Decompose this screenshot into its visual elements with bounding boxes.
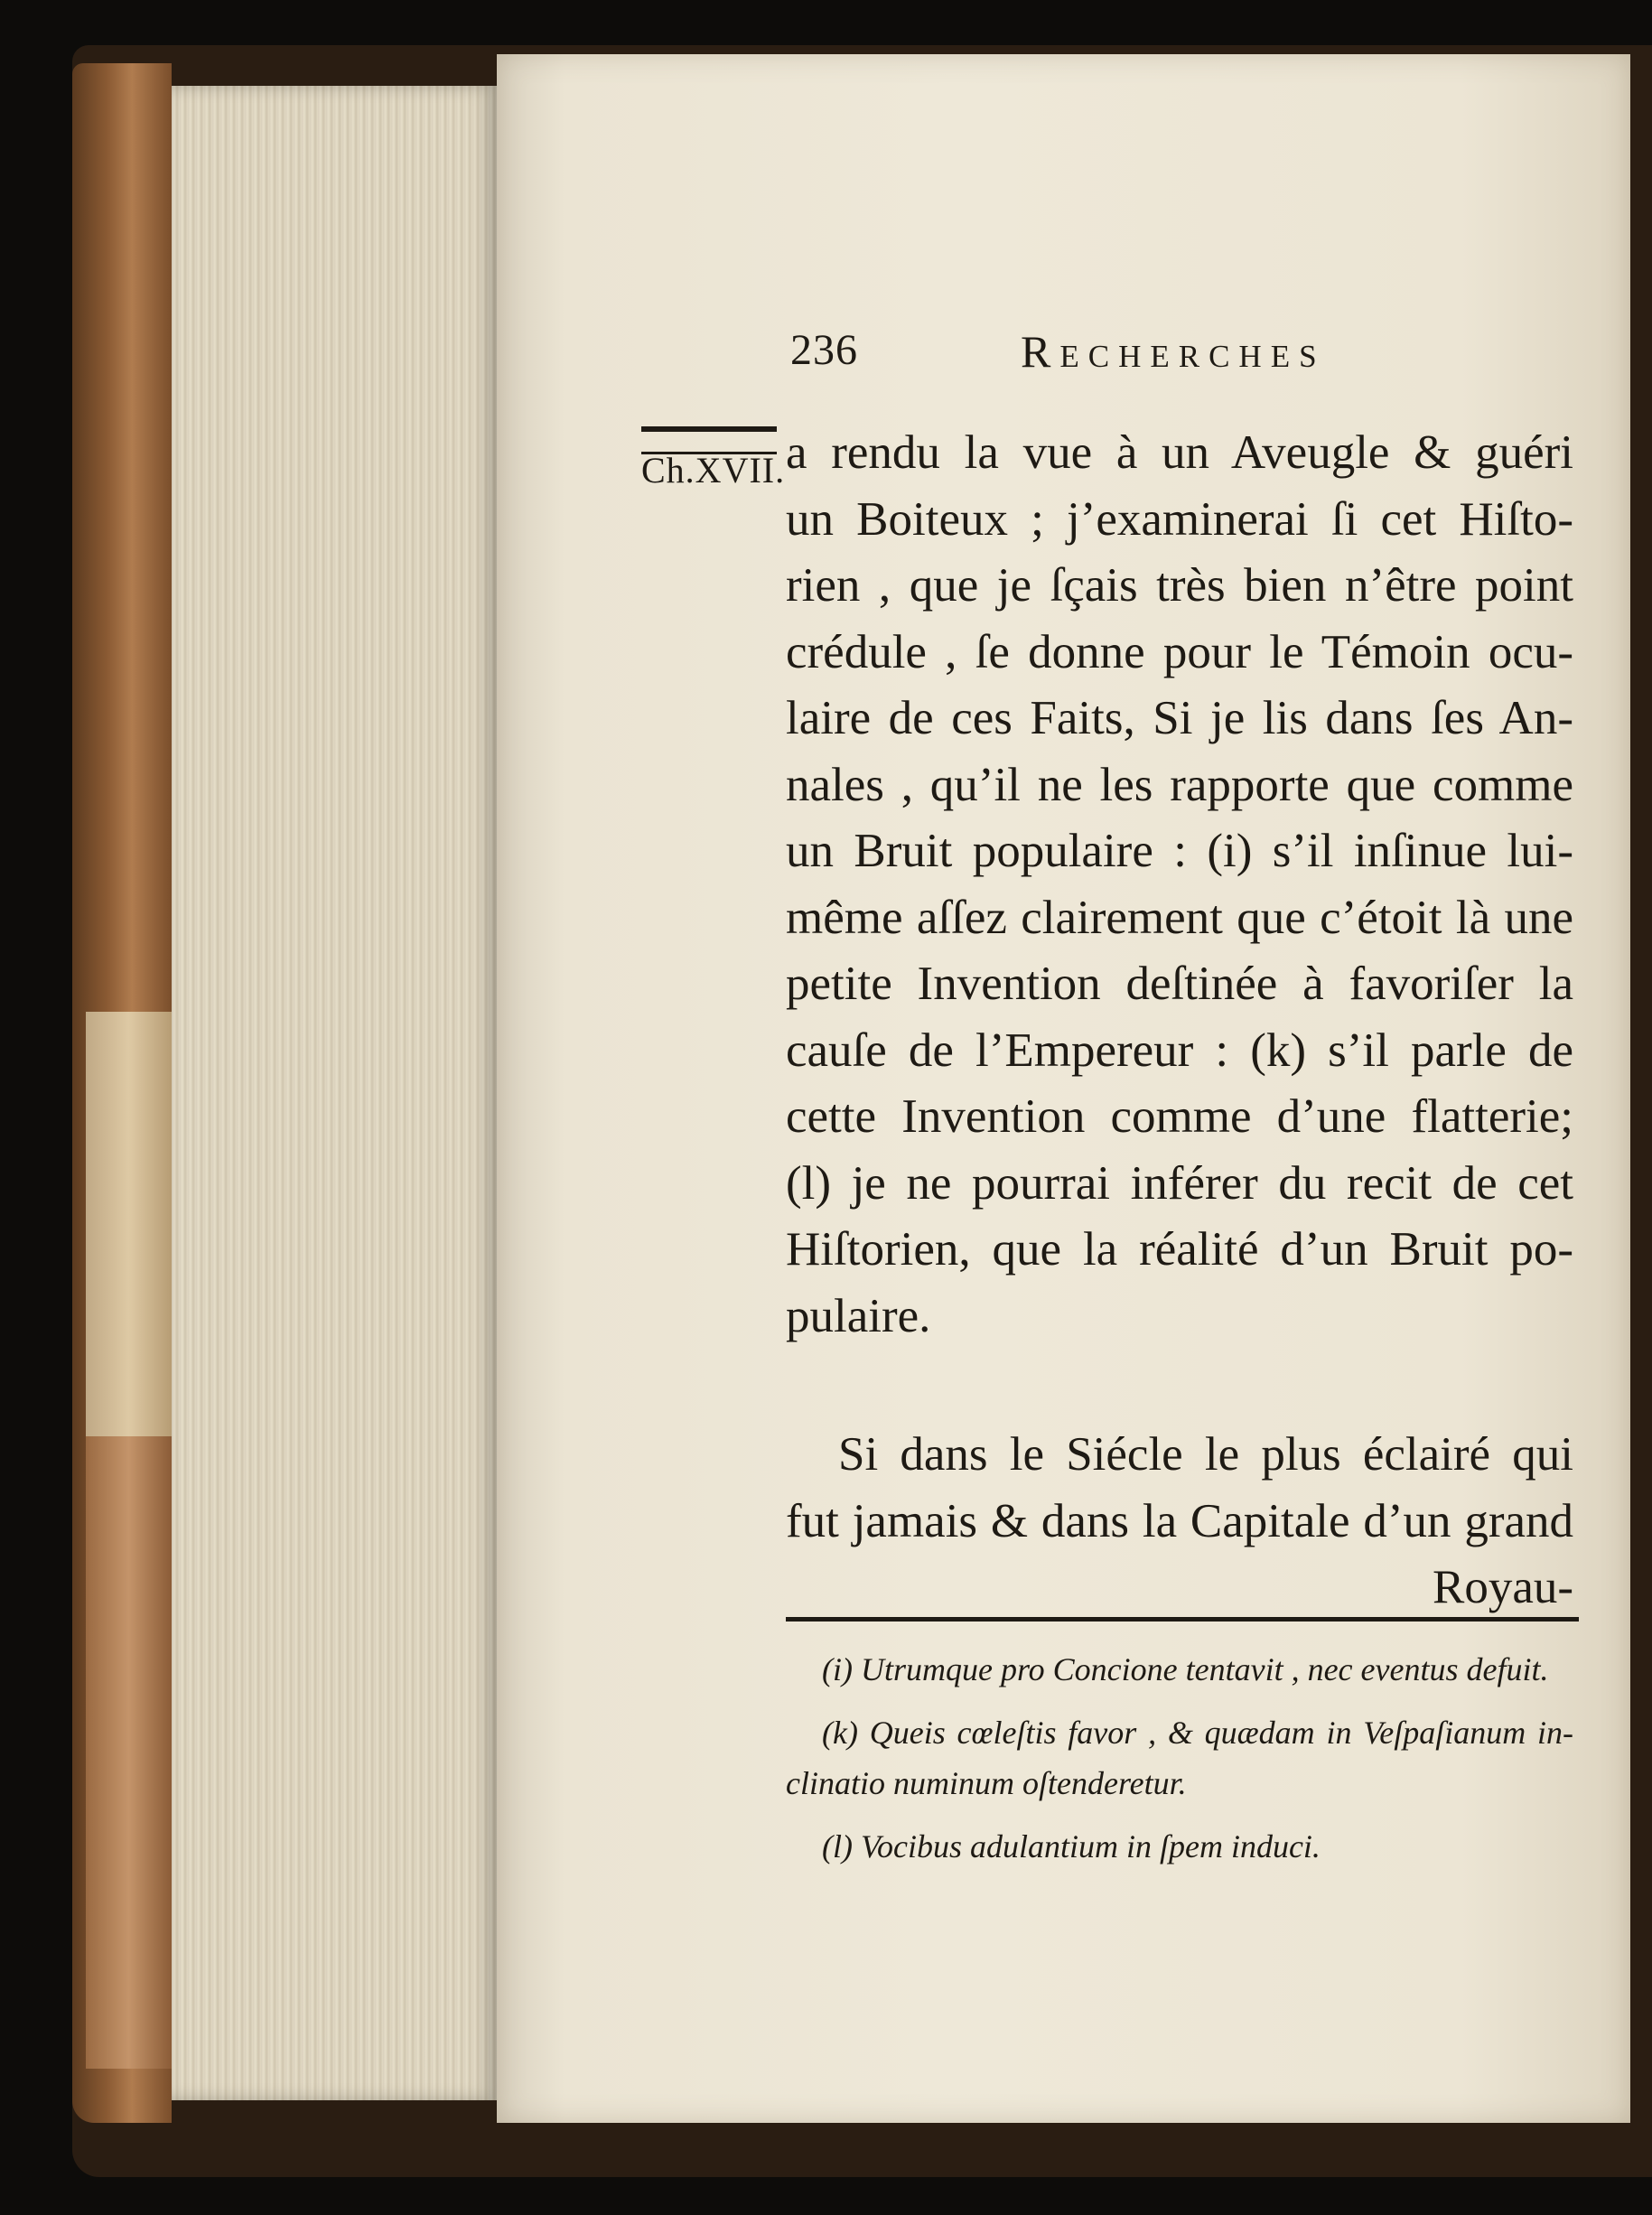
text-line: fut jamais & dans la Capitale d’un grand [786, 1494, 1573, 1547]
text-line: un Boiteux ; j’examinerai ſi cet Hiſto- [786, 492, 1573, 546]
running-title: Recherches [1021, 326, 1326, 377]
vellum-corner-band [86, 1012, 172, 1436]
paragraph-2 [786, 1422, 1573, 1622]
book-page [497, 54, 1630, 2123]
text-line: Hiſtorien, que la réalité d’un Bruit po- [786, 1223, 1573, 1276]
footnote-i [786, 1644, 1573, 1695]
text-line: crédule , ſe donne pour le Témoin ocu- [786, 625, 1573, 678]
text-line: a rendu la vue à un Aveugle & guéri [786, 426, 1573, 479]
footnotes [786, 1644, 1573, 1884]
text-line: rien , que je ſçais très bien n’être point [786, 559, 1573, 612]
text-line: (l) je ne pourrai inférer du recit de cet [786, 1156, 1573, 1210]
footnote-line: (l) Vocibus adulantium in ſpem induci. [822, 1828, 1321, 1865]
paragraph-1 [786, 420, 1573, 1350]
page-number: 236 [790, 326, 858, 374]
text-line: cette Invention comme d’une flatterie; [786, 1090, 1573, 1143]
text-line: nales , qu’il ne les rapporte que comme [786, 758, 1573, 811]
text-line: laire de ces Faits, Si je lis dans ſes An- [786, 692, 1573, 744]
running-header [790, 325, 1477, 397]
page-content [497, 54, 1630, 2123]
text-line: cauſe de l’Empereur : (k) s’il parle de [786, 1023, 1573, 1077]
text-line: petite Invention deſtinée à favoriſer la [786, 958, 1573, 1010]
body-text [786, 420, 1573, 1622]
chapter-label: Ch.XVII. [641, 450, 786, 491]
text-line: même aſſez clairement que c’étoit là une [786, 891, 1573, 944]
text-line: pulaire. [786, 1289, 931, 1342]
footnote-l [786, 1821, 1573, 1872]
footnote-k [786, 1707, 1573, 1808]
footnote-line: (k) Queis cœleſtis favor , & quædam in Veſpaſianum in- [822, 1715, 1573, 1751]
page-edges [172, 86, 497, 2100]
catchword: Royau- [1432, 1561, 1573, 1613]
footnote-line: (i) Utrumque pro Concione tentavit , nec eventus defuit. [822, 1651, 1549, 1687]
text-line: un Bruit populaire : (i) s’il inſinue lui- [786, 825, 1573, 877]
footnote-line: clinatio numinum oſtenderetur. [786, 1765, 1187, 1801]
footnote-rule [786, 1617, 1579, 1622]
leather-lower-band [86, 1436, 172, 2069]
text-line: Si dans le Siécle le plus éclairé qui [838, 1428, 1573, 1481]
